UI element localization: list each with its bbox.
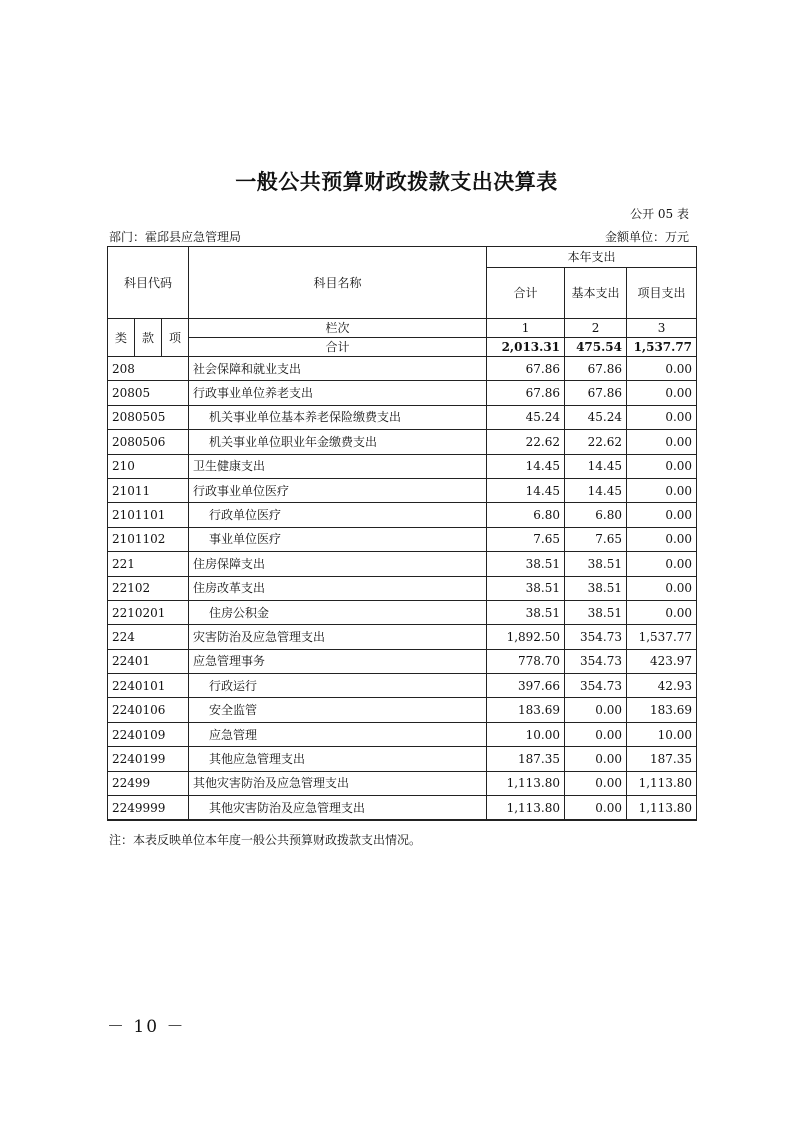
row-basic: 6.80: [565, 503, 627, 527]
row-name: 事业单位医疗: [189, 527, 487, 551]
row-total: 7.65: [487, 527, 565, 551]
table-row: [108, 722, 697, 746]
row-total: 38.51: [487, 552, 565, 576]
row-code: 2240199: [108, 747, 189, 771]
row-name: 行政单位医疗: [189, 503, 487, 527]
row-code: 210: [108, 454, 189, 478]
row-basic: 67.86: [565, 381, 627, 405]
row-code: 21011: [108, 478, 189, 502]
header-lanci: 栏次: [189, 319, 487, 338]
table-row: [108, 698, 697, 722]
summary-basic: 475.54: [565, 338, 627, 357]
row-total: 187.35: [487, 747, 565, 771]
table-row: [108, 576, 697, 600]
row-code: 22499: [108, 771, 189, 795]
row-code: 2240106: [108, 698, 189, 722]
row-code: 2240101: [108, 674, 189, 698]
row-project: 1,113.80: [627, 796, 697, 821]
row-code: 2240109: [108, 722, 189, 746]
row-basic: 38.51: [565, 600, 627, 624]
row-name: 机关事业单位职业年金缴费支出: [189, 430, 487, 454]
row-code: 221: [108, 552, 189, 576]
row-total: 183.69: [487, 698, 565, 722]
row-name: 住房保障支出: [189, 552, 487, 576]
row-project: 42.93: [627, 674, 697, 698]
row-basic: 38.51: [565, 552, 627, 576]
row-project: 0.00: [627, 478, 697, 502]
header-col-2: 2: [565, 319, 627, 338]
row-basic: 45.24: [565, 405, 627, 429]
summary-label: 合计: [189, 338, 487, 357]
header-kuan: 款: [135, 319, 162, 357]
header-project: 项目支出: [627, 268, 697, 319]
row-code: 2080505: [108, 405, 189, 429]
row-project: 423.97: [627, 649, 697, 673]
row-total: 1,892.50: [487, 625, 565, 649]
page-title: 一般公共预算财政拨款支出决算表: [235, 169, 558, 194]
header-year-expenditure: 本年支出: [487, 247, 697, 268]
row-basic: 354.73: [565, 674, 627, 698]
row-name: 行政事业单位养老支出: [189, 381, 487, 405]
table-row: [108, 357, 697, 381]
header-lei: 类: [108, 319, 135, 357]
row-basic: 0.00: [565, 722, 627, 746]
row-name: 安全监管: [189, 698, 487, 722]
row-project: 0.00: [627, 503, 697, 527]
summary-project: 1,537.77: [627, 338, 697, 357]
row-name: 其他灾害防治及应急管理支出: [189, 771, 487, 795]
row-total: 67.86: [487, 381, 565, 405]
table-row: [108, 405, 697, 429]
row-name: 社会保障和就业支出: [189, 357, 487, 381]
amount-unit-label: 金额单位：万元: [604, 230, 689, 244]
table-row: [108, 454, 697, 478]
table-row: [108, 625, 697, 649]
table-row: [108, 503, 697, 527]
row-name: 行政事业单位医疗: [189, 478, 487, 502]
budget-table: [107, 246, 697, 821]
row-name: 行政运行: [189, 674, 487, 698]
row-basic: 0.00: [565, 747, 627, 771]
summary-row: [108, 338, 697, 357]
row-name: 机关事业单位基本养老保险缴费支出: [189, 405, 487, 429]
row-name: 卫生健康支出: [189, 454, 487, 478]
header-col-3: 3: [627, 319, 697, 338]
header-total: 合计: [487, 268, 565, 319]
row-code: 2101101: [108, 503, 189, 527]
row-name: 应急管理: [189, 722, 487, 746]
table-row: [108, 478, 697, 502]
row-code: 2210201: [108, 600, 189, 624]
row-project: 1,537.77: [627, 625, 697, 649]
header-xiang: 项: [162, 319, 189, 357]
row-total: 1,113.80: [487, 771, 565, 795]
table-row: [108, 600, 697, 624]
row-name: 应急管理事务: [189, 649, 487, 673]
row-project: 0.00: [627, 454, 697, 478]
header-basic: 基本支出: [565, 268, 627, 319]
row-basic: 354.73: [565, 649, 627, 673]
row-total: 22.62: [487, 430, 565, 454]
row-code: 2080506: [108, 430, 189, 454]
row-basic: 0.00: [565, 698, 627, 722]
row-project: 0.00: [627, 357, 697, 381]
row-basic: 0.00: [565, 796, 627, 821]
table-row: [108, 747, 697, 771]
row-project: 0.00: [627, 430, 697, 454]
row-basic: 14.45: [565, 478, 627, 502]
summary-total: 2,013.31: [487, 338, 565, 357]
row-code: 22401: [108, 649, 189, 673]
row-total: 14.45: [487, 454, 565, 478]
row-code: 22102: [108, 576, 189, 600]
header-col-1: 1: [487, 319, 565, 338]
row-basic: 38.51: [565, 576, 627, 600]
row-code: 2249999: [108, 796, 189, 821]
row-code: 224: [108, 625, 189, 649]
table-row: [108, 527, 697, 551]
row-project: 0.00: [627, 600, 697, 624]
footnote: 注：本表反映单位本年度一般公共预算财政拨款支出情况。: [109, 833, 422, 847]
table-row: [108, 796, 697, 821]
row-basic: 0.00: [565, 771, 627, 795]
table-row: [108, 552, 697, 576]
row-basic: 22.62: [565, 430, 627, 454]
row-total: 38.51: [487, 576, 565, 600]
row-total: 1,113.80: [487, 796, 565, 821]
row-total: 14.45: [487, 478, 565, 502]
header-name: 科目名称: [189, 247, 487, 319]
table-row: [108, 430, 697, 454]
row-name: 灾害防治及应急管理支出: [189, 625, 487, 649]
row-name: 住房公积金: [189, 600, 487, 624]
row-basic: 354.73: [565, 625, 627, 649]
row-project: 0.00: [627, 576, 697, 600]
row-basic: 67.86: [565, 357, 627, 381]
row-name: 其他应急管理支出: [189, 747, 487, 771]
row-basic: 7.65: [565, 527, 627, 551]
table-row: [108, 381, 697, 405]
department-label: 部门：霍邱县应急管理局: [109, 230, 242, 244]
row-total: 67.86: [487, 357, 565, 381]
table-row: [108, 771, 697, 795]
row-project: 0.00: [627, 405, 697, 429]
table-row: [108, 674, 697, 698]
row-name: 住房改革支出: [189, 576, 487, 600]
row-name: 其他灾害防治及应急管理支出: [189, 796, 487, 821]
row-project: 183.69: [627, 698, 697, 722]
row-total: 45.24: [487, 405, 565, 429]
row-project: 10.00: [627, 722, 697, 746]
row-project: 187.35: [627, 747, 697, 771]
header-code: 科目代码: [108, 247, 189, 319]
row-code: 208: [108, 357, 189, 381]
row-project: 0.00: [627, 381, 697, 405]
row-total: 10.00: [487, 722, 565, 746]
row-project: 1,113.80: [627, 771, 697, 795]
row-total: 397.66: [487, 674, 565, 698]
row-code: 20805: [108, 381, 189, 405]
row-project: 0.00: [627, 552, 697, 576]
row-project: 0.00: [627, 527, 697, 551]
row-total: 6.80: [487, 503, 565, 527]
row-basic: 14.45: [565, 454, 627, 478]
row-code: 2101102: [108, 527, 189, 551]
page-number: － 10 －: [107, 1017, 186, 1037]
form-number: 公开 05 表: [630, 207, 689, 221]
table-row: [108, 649, 697, 673]
row-total: 778.70: [487, 649, 565, 673]
row-total: 38.51: [487, 600, 565, 624]
